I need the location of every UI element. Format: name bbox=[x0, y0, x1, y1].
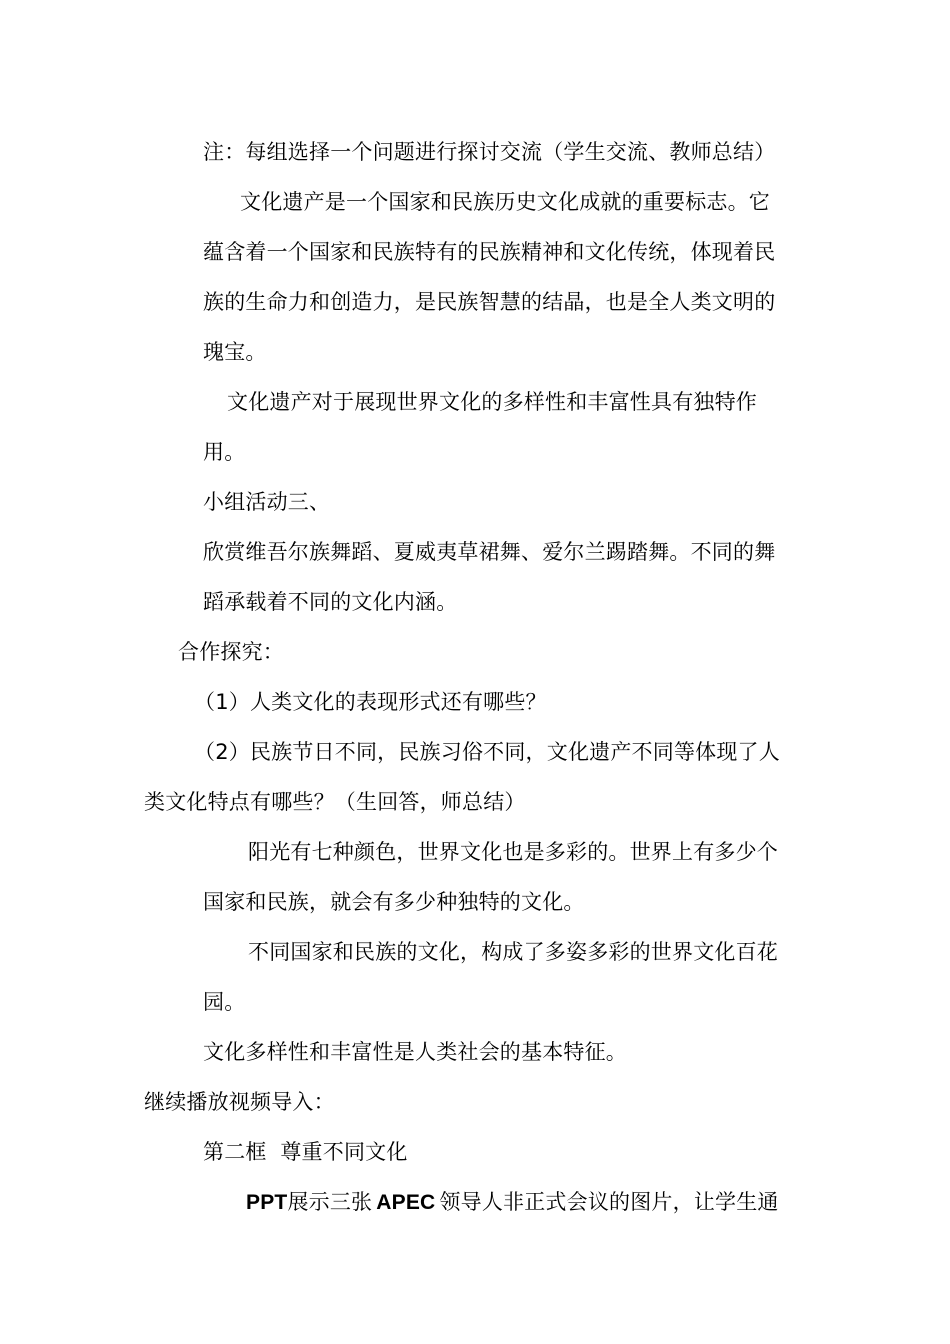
paragraph-line: 族的生命力和创造力，是民族智慧的结晶，也是全人类文明的 bbox=[203, 290, 776, 314]
paragraph-line: 瑰宝。 bbox=[203, 340, 267, 364]
ppt-instruction-line bbox=[246, 1188, 779, 1217]
text-span: 展示三张 bbox=[287, 1190, 373, 1214]
section-heading: 第二框 尊重不同文化 bbox=[203, 1140, 408, 1164]
question-2: （2）民族节日不同，民族习俗不同，文化遗产不同等体现了人 bbox=[194, 740, 780, 764]
text-span: 领导人非正式会议的图片，让学生通 bbox=[439, 1190, 779, 1214]
ppt-text: PPT bbox=[246, 1191, 288, 1214]
paragraph-line: 不同国家和民族的文化，构成了多姿多彩的世界文化百花 bbox=[248, 940, 778, 964]
paragraph-line: 文化遗产对于展现世界文化的多样性和丰富性具有独特作 bbox=[227, 390, 757, 414]
question-2-continued: 类文化特点有哪些？（生回答，师总结） bbox=[144, 790, 526, 814]
paragraph-line: 蕴含着一个国家和民族特有的民族精神和文化传统，体现着民 bbox=[203, 240, 776, 264]
paragraph-line: 阳光有七种颜色，世界文化也是多彩的。世界上有多少个 bbox=[248, 840, 778, 864]
question-1: （1）人类文化的表现形式还有哪些？ bbox=[194, 690, 547, 714]
paragraph-line: 文化多样性和丰富性是人类社会的基本特征。 bbox=[203, 1040, 627, 1064]
inquiry-heading: 合作探究： bbox=[178, 640, 284, 664]
note-line: 注：每组选择一个问题进行探讨交流（学生交流、教师总结） bbox=[203, 140, 776, 164]
paragraph-line: 文化遗产是一个国家和民族历史文化成就的重要标志。它 bbox=[240, 190, 770, 214]
paragraph-line: 欣赏维吾尔族舞蹈、夏威夷草裙舞、爱尔兰踢踏舞。不同的舞 bbox=[203, 540, 776, 564]
apec-text: APEC bbox=[376, 1191, 436, 1214]
paragraph-line: 用。 bbox=[203, 440, 246, 464]
paragraph-line: 国家和民族，就会有多少种独特的文化。 bbox=[203, 890, 585, 914]
activity-heading: 小组活动三、 bbox=[203, 490, 331, 514]
video-intro-line: 继续播放视频导入： bbox=[144, 1090, 335, 1114]
paragraph-line: 园。 bbox=[203, 990, 246, 1014]
paragraph-line: 蹈承载着不同的文化内涵。 bbox=[203, 590, 458, 614]
